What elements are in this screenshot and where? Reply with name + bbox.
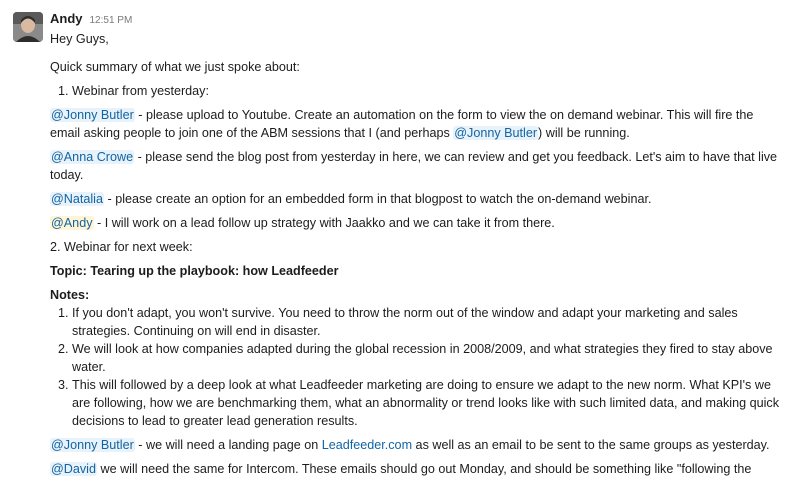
- paragraph-text: ) will be running.: [538, 126, 630, 140]
- list-item: 1. Webinar from yesterday:: [72, 82, 780, 100]
- paragraph-text: - please create an option for an embedded form in that blogpost to watch the on-demand webinar.: [104, 192, 652, 206]
- paragraph-text: as well as an email to be sent to the same groups as yesterday.: [412, 438, 770, 452]
- mention-jonny-butler[interactable]: @Jonny Butler: [51, 108, 134, 122]
- paragraph-follow-up: [50, 214, 780, 232]
- list-item: 2. We will look at how companies adapted during the global recession in 2008/2009, and what strategies they fired to stay above water.: [72, 340, 780, 376]
- greeting: Hey Guys,: [50, 32, 109, 46]
- avatar[interactable]: [13, 12, 43, 42]
- list-item: 3. This will followed by a deep look at what Leadfeeder marketing are doing to ensure we adapt to the new norm. What KPI's we are following, how we are benchmarking them, what an abnormality or trend looks like with such limited data, and making quick decisions to lead to greater lead generation results.: [72, 376, 780, 430]
- paragraph-embedded-form: [50, 190, 780, 208]
- timestamp[interactable]: 12:51 PM: [89, 15, 133, 26]
- paragraph-text: we will need the same for Intercom. These emails should go out Monday, and should be something like "following the: [96, 462, 752, 476]
- list-item: 1. If you don't adapt, you won't survive. You need to throw the norm out of the window and adapt your marketing and sales strategies. Continuing on will end in disaster.: [72, 304, 780, 340]
- mention-david[interactable]: @David: [51, 462, 96, 476]
- user-avatar-icon: [13, 12, 43, 42]
- paragraph-text: - we will need a landing page on: [134, 438, 322, 452]
- paragraph-upload: [50, 106, 780, 142]
- mention-anna-crowe[interactable]: @Anna Crowe: [51, 150, 134, 164]
- notes-label: Notes:: [50, 288, 90, 302]
- paragraph-text: - I will work on a lead follow up strategy with Jaakko and we can take it from there.: [93, 216, 555, 230]
- mention-andy[interactable]: @Andy: [51, 216, 93, 230]
- summary-list: [50, 82, 780, 100]
- paragraph-text: - please send the blog post from yesterday in here, we can review and get you feedback. Let's aim to have that live today.: [50, 150, 778, 182]
- topic-line: Topic: Tearing up the playbook: how Leadfeeder: [50, 264, 339, 278]
- paragraph-blog: [50, 148, 780, 184]
- mention-jonny-butler[interactable]: @Jonny Butler: [454, 126, 538, 140]
- webinar-next-week: 2. Webinar for next week:: [50, 240, 193, 254]
- summary-intro: Quick summary of what we just spoke about:: [50, 60, 300, 74]
- mention-jonny-butler[interactable]: @Jonny Butler: [51, 438, 134, 452]
- paragraph-landing-page: [50, 436, 780, 454]
- paragraph-intercom: [50, 460, 780, 478]
- mention-natalia[interactable]: @Natalia: [51, 192, 103, 206]
- leadfeeder-link[interactable]: Leadfeeder.com: [321, 438, 413, 452]
- paragraph-text: - please upload to Youtube. Create an automation on the form to view the on demand webinar. This will fire the email asking people to join one of the ABM sessions that I (and perhaps: [50, 108, 754, 140]
- notes-list: [50, 304, 780, 430]
- author-name[interactable]: Andy: [50, 11, 83, 26]
- message: [50, 10, 780, 478]
- message-header: [50, 10, 780, 30]
